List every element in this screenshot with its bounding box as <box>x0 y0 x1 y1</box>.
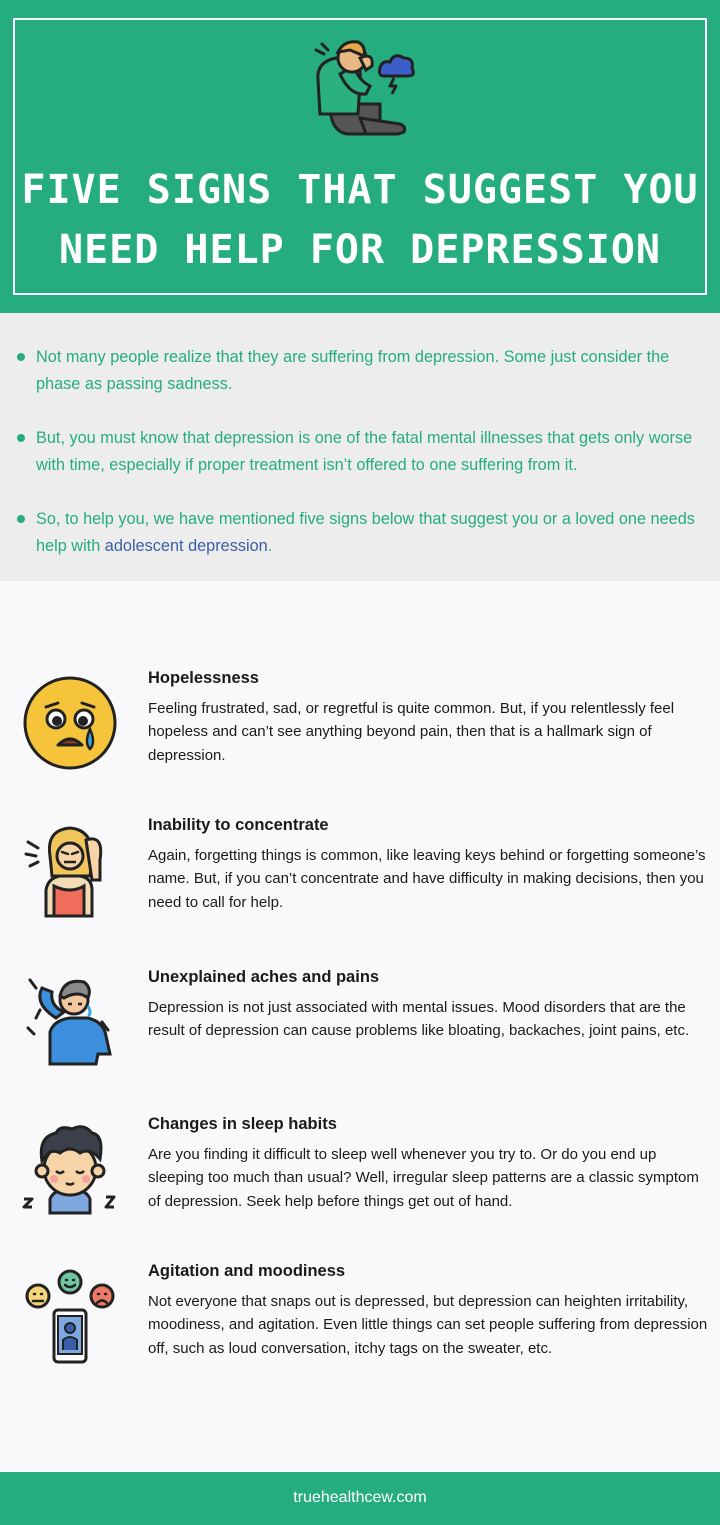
title-line-2: NEED HELP FOR DEPRESSION <box>59 227 661 273</box>
sign-heading: Unexplained aches and pains <box>148 968 380 986</box>
intro-bullet-text: But, you must know that depression is one of the fatal mental illnesses that gets only worse with time, especially if proper treatment isn’t offered to one suffering from it. <box>36 429 693 474</box>
sign-description: Not everyone that snaps out is depressed, but depression can heighten irritability, moodiness, and agitation. Even little things can set people suffering from depression off, such as loud conversation, itchy tags on the sweater, etc. <box>148 1293 708 1357</box>
sign-heading: Changes in sleep habits <box>148 1115 337 1133</box>
intro-bullet-text: Not many people realize that they are suffering from depression. Some just consider the phase as passing sadness. <box>36 348 670 393</box>
page-title <box>20 160 700 280</box>
sign-item-concentration <box>0 814 720 934</box>
mood-faces-phone-icon <box>20 1266 120 1366</box>
bullet-3-prefix: So, to help you, we have mentioned five signs below that suggest you or a loved one needs help with <box>36 510 695 555</box>
sign-description: Feeling frustrated, sad, or regretful is quite common. But, if you relentlessly feel hopeless and can’t see anything beyond pain, then that is a hallmark sign of depression. <box>148 700 675 764</box>
sign-item-aches <box>0 966 720 1086</box>
sign-item-sleep <box>0 1113 720 1233</box>
intro-section <box>0 313 720 581</box>
bullet-dot <box>17 434 25 442</box>
header-banner <box>0 0 720 313</box>
intro-bullet-text <box>36 506 708 560</box>
footer-bar <box>0 1472 720 1525</box>
sleeping-boy-icon <box>20 1119 120 1219</box>
frustrated-woman-icon <box>20 820 120 920</box>
sign-heading: Agitation and moodiness <box>148 1262 346 1280</box>
footer-site-link[interactable]: truehealthcew.com <box>293 1489 427 1506</box>
sign-description: Are you finding it difficult to sleep well whenever you try to. Or do you end up sleeping too much than usual? Well, irregular sleep patterns are a classic symptom of depression. Seek help before things get out of hand. <box>148 1146 699 1210</box>
sign-item-agitation <box>0 1260 720 1380</box>
sad-person-storm-cloud-icon <box>300 34 420 142</box>
adolescent-depression-link[interactable]: adolescent depression <box>104 537 268 555</box>
neck-pain-man-icon <box>20 970 120 1070</box>
crying-face-icon <box>20 673 120 773</box>
sign-description: Depression is not just associated with mental issues. Mood disorders that are the result of depression can cause problems like bloating, backaches, joint pains, etc. <box>148 999 690 1040</box>
sign-item-hopelessness <box>0 667 720 787</box>
bullet-3-suffix: . <box>267 537 273 555</box>
sign-description: Again, forgetting things is common, like leaving keys behind or forgetting someone’s name. But, if you can’t concentrate and have difficulty in making decisions, then you need to call for help. <box>148 847 706 911</box>
sign-heading: Hopelessness <box>148 669 259 687</box>
bullet-dot <box>17 515 25 523</box>
bullet-dot <box>17 353 25 361</box>
sign-heading: Inability to concentrate <box>148 816 329 834</box>
title-line-1: FIVE SIGNS THAT SUGGEST YOU <box>21 167 699 213</box>
